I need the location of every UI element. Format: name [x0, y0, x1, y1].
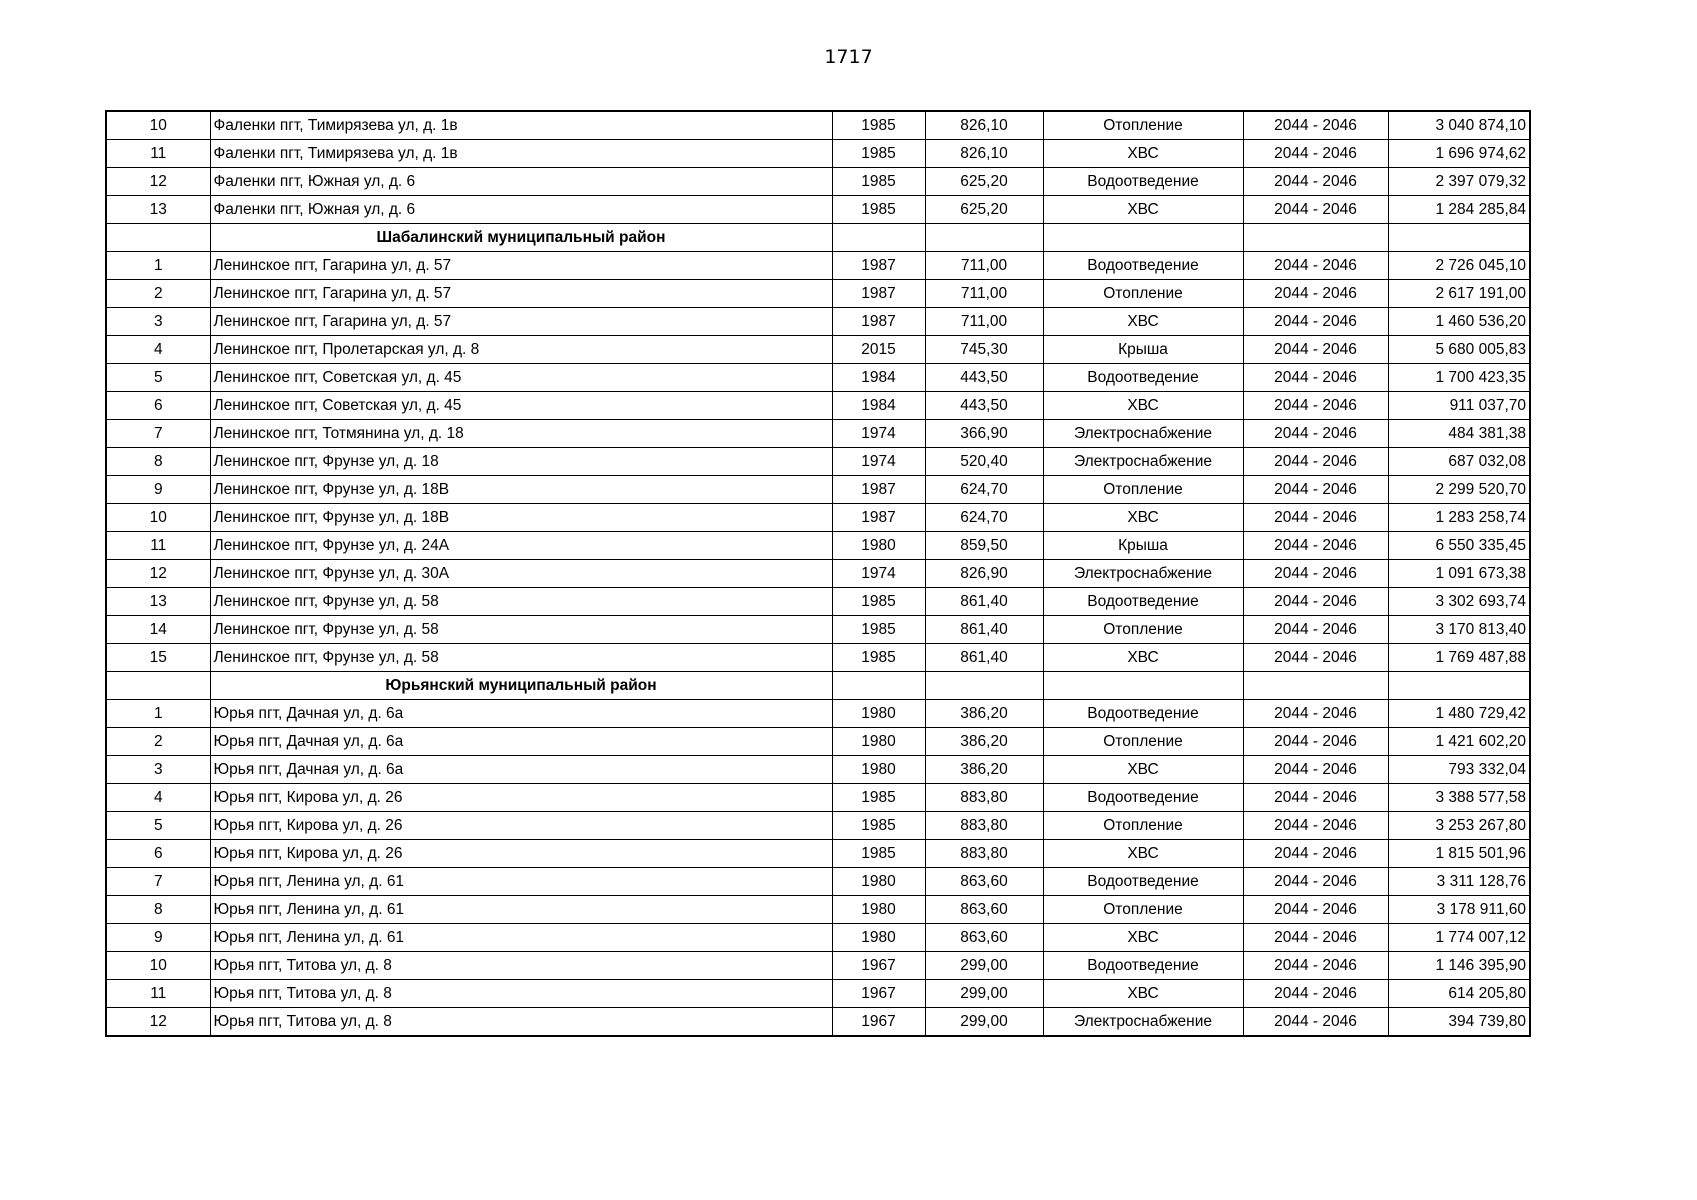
address-cell: Юрья пгт, Титова ул, д. 8 [210, 952, 832, 980]
year-cell: 1985 [832, 168, 925, 196]
period-cell: 2044 - 2046 [1243, 840, 1388, 868]
address-cell: Юрья пгт, Дачная ул, д. 6а [210, 700, 832, 728]
year-cell: 1985 [832, 784, 925, 812]
work-type-cell: Крыша [1043, 336, 1243, 364]
table-row [106, 588, 1530, 616]
year-cell: 1985 [832, 196, 925, 224]
table-row [106, 616, 1530, 644]
area-cell: 366,90 [925, 420, 1043, 448]
table-row [106, 308, 1530, 336]
area-cell: 861,40 [925, 616, 1043, 644]
work-type-cell: Отопление [1043, 111, 1243, 140]
year-cell: 1985 [832, 644, 925, 672]
period-cell: 2044 - 2046 [1243, 644, 1388, 672]
address-cell: Юрья пгт, Кирова ул, д. 26 [210, 812, 832, 840]
area-cell: 299,00 [925, 980, 1043, 1008]
section-header-row [106, 672, 1530, 700]
cost-cell: 2 617 191,00 [1388, 280, 1530, 308]
row-number-cell: 2 [106, 728, 210, 756]
cost-cell: 614 205,80 [1388, 980, 1530, 1008]
cost-cell: 1 284 285,84 [1388, 196, 1530, 224]
cost-cell: 1 769 487,88 [1388, 644, 1530, 672]
row-number-cell: 6 [106, 840, 210, 868]
cost-cell: 1 700 423,35 [1388, 364, 1530, 392]
address-cell: Ленинское пгт, Фрунзе ул, д. 18В [210, 504, 832, 532]
cost-cell: 6 550 335,45 [1388, 532, 1530, 560]
period-cell: 2044 - 2046 [1243, 868, 1388, 896]
cost-cell: 2 299 520,70 [1388, 476, 1530, 504]
work-type-cell: ХВС [1043, 392, 1243, 420]
table-row [106, 476, 1530, 504]
work-type-cell: ХВС [1043, 980, 1243, 1008]
area-cell: 625,20 [925, 196, 1043, 224]
area-cell: 863,60 [925, 868, 1043, 896]
work-type-cell: Крыша [1043, 532, 1243, 560]
cost-cell: 1 774 007,12 [1388, 924, 1530, 952]
row-number-cell: 9 [106, 476, 210, 504]
row-number-cell: 14 [106, 616, 210, 644]
address-cell: Ленинское пгт, Фрунзе ул, д. 18 [210, 448, 832, 476]
cost-cell: 687 032,08 [1388, 448, 1530, 476]
year-cell: 1985 [832, 616, 925, 644]
area-cell: 711,00 [925, 280, 1043, 308]
cost-cell: 3 253 267,80 [1388, 812, 1530, 840]
table-row [106, 448, 1530, 476]
year-cell: 1987 [832, 476, 925, 504]
row-number-cell: 8 [106, 896, 210, 924]
table-row [106, 868, 1530, 896]
address-cell: Ленинское пгт, Гагарина ул, д. 57 [210, 252, 832, 280]
area-cell: 863,60 [925, 896, 1043, 924]
year-cell: 1985 [832, 812, 925, 840]
year-cell: 1967 [832, 980, 925, 1008]
row-number-cell: 11 [106, 532, 210, 560]
empty-cell [1243, 224, 1388, 252]
period-cell: 2044 - 2046 [1243, 588, 1388, 616]
area-cell: 711,00 [925, 308, 1043, 336]
period-cell: 2044 - 2046 [1243, 896, 1388, 924]
row-number-cell: 6 [106, 392, 210, 420]
table-row [106, 420, 1530, 448]
row-number-cell: 13 [106, 588, 210, 616]
address-cell: Ленинское пгт, Фрунзе ул, д. 30А [210, 560, 832, 588]
year-cell: 1967 [832, 1008, 925, 1037]
address-cell: Ленинское пгт, Советская ул, д. 45 [210, 364, 832, 392]
year-cell: 1980 [832, 896, 925, 924]
empty-cell [925, 224, 1043, 252]
row-number-cell: 3 [106, 308, 210, 336]
table-row [106, 644, 1530, 672]
section-title: Шабалинский муниципальный район [210, 224, 832, 252]
table-row [106, 840, 1530, 868]
year-cell: 1985 [832, 588, 925, 616]
work-type-cell: ХВС [1043, 756, 1243, 784]
year-cell: 1974 [832, 448, 925, 476]
work-type-cell: Отопление [1043, 728, 1243, 756]
year-cell: 1980 [832, 868, 925, 896]
empty-cell [1388, 224, 1530, 252]
period-cell: 2044 - 2046 [1243, 560, 1388, 588]
work-type-cell: Отопление [1043, 896, 1243, 924]
work-type-cell: Водоотведение [1043, 784, 1243, 812]
row-number-cell: 2 [106, 280, 210, 308]
page-number: 1717 [824, 46, 873, 68]
period-cell: 2044 - 2046 [1243, 784, 1388, 812]
year-cell: 1987 [832, 280, 925, 308]
cost-cell: 3 311 128,76 [1388, 868, 1530, 896]
period-cell: 2044 - 2046 [1243, 924, 1388, 952]
work-type-cell: Электроснабжение [1043, 1008, 1243, 1037]
cost-cell: 1 480 729,42 [1388, 700, 1530, 728]
period-cell: 2044 - 2046 [1243, 280, 1388, 308]
area-cell: 826,90 [925, 560, 1043, 588]
work-type-cell: ХВС [1043, 196, 1243, 224]
work-type-cell: Водоотведение [1043, 364, 1243, 392]
cost-cell: 1 696 974,62 [1388, 140, 1530, 168]
work-type-cell: ХВС [1043, 840, 1243, 868]
empty-cell [106, 224, 210, 252]
empty-cell [925, 672, 1043, 700]
address-cell: Фаленки пгт, Тимирязева ул, д. 1в [210, 111, 832, 140]
area-cell: 883,80 [925, 812, 1043, 840]
table-row [106, 924, 1530, 952]
table-row [106, 728, 1530, 756]
period-cell: 2044 - 2046 [1243, 196, 1388, 224]
row-number-cell: 12 [106, 560, 210, 588]
cost-cell: 3 388 577,58 [1388, 784, 1530, 812]
area-cell: 443,50 [925, 364, 1043, 392]
cost-cell: 1 421 602,20 [1388, 728, 1530, 756]
empty-cell [832, 672, 925, 700]
table-row [106, 111, 1530, 140]
year-cell: 1980 [832, 700, 925, 728]
row-number-cell: 10 [106, 952, 210, 980]
cost-cell: 2 397 079,32 [1388, 168, 1530, 196]
work-type-cell: Водоотведение [1043, 588, 1243, 616]
area-cell: 386,20 [925, 700, 1043, 728]
period-cell: 2044 - 2046 [1243, 756, 1388, 784]
period-cell: 2044 - 2046 [1243, 420, 1388, 448]
address-cell: Юрья пгт, Титова ул, д. 8 [210, 1008, 832, 1037]
address-cell: Юрья пгт, Дачная ул, д. 6а [210, 728, 832, 756]
period-cell: 2044 - 2046 [1243, 140, 1388, 168]
address-cell: Фаленки пгт, Тимирязева ул, д. 1в [210, 140, 832, 168]
table-row [106, 560, 1530, 588]
area-cell: 624,70 [925, 476, 1043, 504]
repair-register-table [105, 110, 1531, 1037]
table-row [106, 280, 1530, 308]
table-row [106, 252, 1530, 280]
empty-cell [832, 224, 925, 252]
work-type-cell: ХВС [1043, 644, 1243, 672]
table-row [106, 756, 1530, 784]
period-cell: 2044 - 2046 [1243, 476, 1388, 504]
work-type-cell: Водоотведение [1043, 700, 1243, 728]
year-cell: 1974 [832, 420, 925, 448]
area-cell: 624,70 [925, 504, 1043, 532]
row-number-cell: 11 [106, 980, 210, 1008]
year-cell: 1987 [832, 252, 925, 280]
cost-cell: 1 815 501,96 [1388, 840, 1530, 868]
work-type-cell: Отопление [1043, 616, 1243, 644]
work-type-cell: ХВС [1043, 140, 1243, 168]
area-cell: 883,80 [925, 840, 1043, 868]
work-type-cell: Отопление [1043, 812, 1243, 840]
row-number-cell: 10 [106, 504, 210, 532]
cost-cell: 3 302 693,74 [1388, 588, 1530, 616]
period-cell: 2044 - 2046 [1243, 728, 1388, 756]
work-type-cell: ХВС [1043, 308, 1243, 336]
area-cell: 386,20 [925, 756, 1043, 784]
empty-cell [1043, 672, 1243, 700]
year-cell: 1980 [832, 532, 925, 560]
address-cell: Ленинское пгт, Гагарина ул, д. 57 [210, 308, 832, 336]
table-row [106, 168, 1530, 196]
address-cell: Фаленки пгт, Южная ул, д. 6 [210, 196, 832, 224]
empty-cell [1243, 672, 1388, 700]
year-cell: 1984 [832, 392, 925, 420]
area-cell: 745,30 [925, 336, 1043, 364]
row-number-cell: 10 [106, 111, 210, 140]
address-cell: Ленинское пгт, Фрунзе ул, д. 18В [210, 476, 832, 504]
period-cell: 2044 - 2046 [1243, 111, 1388, 140]
period-cell: 2044 - 2046 [1243, 252, 1388, 280]
section-title: Юрьянский муниципальный район [210, 672, 832, 700]
work-type-cell: Водоотведение [1043, 252, 1243, 280]
table-row [106, 812, 1530, 840]
period-cell: 2044 - 2046 [1243, 504, 1388, 532]
area-cell: 443,50 [925, 392, 1043, 420]
table-row [106, 336, 1530, 364]
period-cell: 2044 - 2046 [1243, 952, 1388, 980]
address-cell: Ленинское пгт, Фрунзе ул, д. 58 [210, 644, 832, 672]
address-cell: Ленинское пгт, Фрунзе ул, д. 24А [210, 532, 832, 560]
area-cell: 859,50 [925, 532, 1043, 560]
cost-cell: 3 040 874,10 [1388, 111, 1530, 140]
row-number-cell: 9 [106, 924, 210, 952]
work-type-cell: ХВС [1043, 504, 1243, 532]
table-row [106, 532, 1530, 560]
year-cell: 1980 [832, 728, 925, 756]
work-type-cell: Отопление [1043, 476, 1243, 504]
empty-cell [1043, 224, 1243, 252]
period-cell: 2044 - 2046 [1243, 980, 1388, 1008]
period-cell: 2044 - 2046 [1243, 308, 1388, 336]
year-cell: 1974 [832, 560, 925, 588]
address-cell: Юрья пгт, Ленина ул, д. 61 [210, 896, 832, 924]
period-cell: 2044 - 2046 [1243, 336, 1388, 364]
cost-cell: 484 381,38 [1388, 420, 1530, 448]
address-cell: Ленинское пгт, Тотмянина ул, д. 18 [210, 420, 832, 448]
area-cell: 863,60 [925, 924, 1043, 952]
section-header-row [106, 224, 1530, 252]
row-number-cell: 1 [106, 700, 210, 728]
period-cell: 2044 - 2046 [1243, 1008, 1388, 1037]
area-cell: 299,00 [925, 1008, 1043, 1037]
year-cell: 2015 [832, 336, 925, 364]
cost-cell: 3 170 813,40 [1388, 616, 1530, 644]
address-cell: Ленинское пгт, Советская ул, д. 45 [210, 392, 832, 420]
work-type-cell: Электроснабжение [1043, 560, 1243, 588]
area-cell: 826,10 [925, 140, 1043, 168]
table-row [106, 1008, 1530, 1037]
empty-cell [1388, 672, 1530, 700]
address-cell: Юрья пгт, Титова ул, д. 8 [210, 980, 832, 1008]
address-cell: Юрья пгт, Кирова ул, д. 26 [210, 840, 832, 868]
area-cell: 883,80 [925, 784, 1043, 812]
area-cell: 386,20 [925, 728, 1043, 756]
address-cell: Юрья пгт, Ленина ул, д. 61 [210, 924, 832, 952]
area-cell: 520,40 [925, 448, 1043, 476]
period-cell: 2044 - 2046 [1243, 364, 1388, 392]
area-cell: 861,40 [925, 644, 1043, 672]
row-number-cell: 4 [106, 784, 210, 812]
row-number-cell: 4 [106, 336, 210, 364]
cost-cell: 1 091 673,38 [1388, 560, 1530, 588]
table-row [106, 980, 1530, 1008]
area-cell: 861,40 [925, 588, 1043, 616]
cost-cell: 1 283 258,74 [1388, 504, 1530, 532]
row-number-cell: 5 [106, 364, 210, 392]
row-number-cell: 12 [106, 168, 210, 196]
table-body [106, 111, 1530, 1036]
table-row [106, 896, 1530, 924]
row-number-cell: 1 [106, 252, 210, 280]
period-cell: 2044 - 2046 [1243, 532, 1388, 560]
row-number-cell: 13 [106, 196, 210, 224]
year-cell: 1980 [832, 756, 925, 784]
work-type-cell: Электроснабжение [1043, 448, 1243, 476]
cost-cell: 793 332,04 [1388, 756, 1530, 784]
empty-cell [106, 672, 210, 700]
row-number-cell: 7 [106, 868, 210, 896]
work-type-cell: Отопление [1043, 280, 1243, 308]
work-type-cell: Электроснабжение [1043, 420, 1243, 448]
year-cell: 1985 [832, 840, 925, 868]
period-cell: 2044 - 2046 [1243, 168, 1388, 196]
area-cell: 711,00 [925, 252, 1043, 280]
area-cell: 625,20 [925, 168, 1043, 196]
address-cell: Ленинское пгт, Пролетарская ул, д. 8 [210, 336, 832, 364]
table-row [106, 364, 1530, 392]
table-row [106, 784, 1530, 812]
table-row [106, 952, 1530, 980]
row-number-cell: 7 [106, 420, 210, 448]
address-cell: Ленинское пгт, Фрунзе ул, д. 58 [210, 616, 832, 644]
year-cell: 1967 [832, 952, 925, 980]
address-cell: Ленинское пгт, Фрунзе ул, д. 58 [210, 588, 832, 616]
cost-cell: 1 146 395,90 [1388, 952, 1530, 980]
table-row [106, 392, 1530, 420]
row-number-cell: 5 [106, 812, 210, 840]
period-cell: 2044 - 2046 [1243, 392, 1388, 420]
cost-cell: 1 460 536,20 [1388, 308, 1530, 336]
table-row [106, 140, 1530, 168]
year-cell: 1985 [832, 140, 925, 168]
year-cell: 1987 [832, 504, 925, 532]
period-cell: 2044 - 2046 [1243, 700, 1388, 728]
table-row [106, 700, 1530, 728]
period-cell: 2044 - 2046 [1243, 448, 1388, 476]
year-cell: 1987 [832, 308, 925, 336]
year-cell: 1985 [832, 111, 925, 140]
work-type-cell: Водоотведение [1043, 868, 1243, 896]
year-cell: 1984 [832, 364, 925, 392]
table-row [106, 504, 1530, 532]
address-cell: Юрья пгт, Ленина ул, д. 61 [210, 868, 832, 896]
row-number-cell: 3 [106, 756, 210, 784]
year-cell: 1980 [832, 924, 925, 952]
period-cell: 2044 - 2046 [1243, 616, 1388, 644]
area-cell: 299,00 [925, 952, 1043, 980]
cost-cell: 394 739,80 [1388, 1008, 1530, 1037]
row-number-cell: 11 [106, 140, 210, 168]
address-cell: Фаленки пгт, Южная ул, д. 6 [210, 168, 832, 196]
cost-cell: 2 726 045,10 [1388, 252, 1530, 280]
address-cell: Ленинское пгт, Гагарина ул, д. 57 [210, 280, 832, 308]
cost-cell: 5 680 005,83 [1388, 336, 1530, 364]
row-number-cell: 15 [106, 644, 210, 672]
cost-cell: 911 037,70 [1388, 392, 1530, 420]
period-cell: 2044 - 2046 [1243, 812, 1388, 840]
work-type-cell: Водоотведение [1043, 168, 1243, 196]
row-number-cell: 12 [106, 1008, 210, 1037]
work-type-cell: ХВС [1043, 924, 1243, 952]
address-cell: Юрья пгт, Дачная ул, д. 6а [210, 756, 832, 784]
row-number-cell: 8 [106, 448, 210, 476]
cost-cell: 3 178 911,60 [1388, 896, 1530, 924]
table-row [106, 196, 1530, 224]
address-cell: Юрья пгт, Кирова ул, д. 26 [210, 784, 832, 812]
area-cell: 826,10 [925, 111, 1043, 140]
work-type-cell: Водоотведение [1043, 952, 1243, 980]
